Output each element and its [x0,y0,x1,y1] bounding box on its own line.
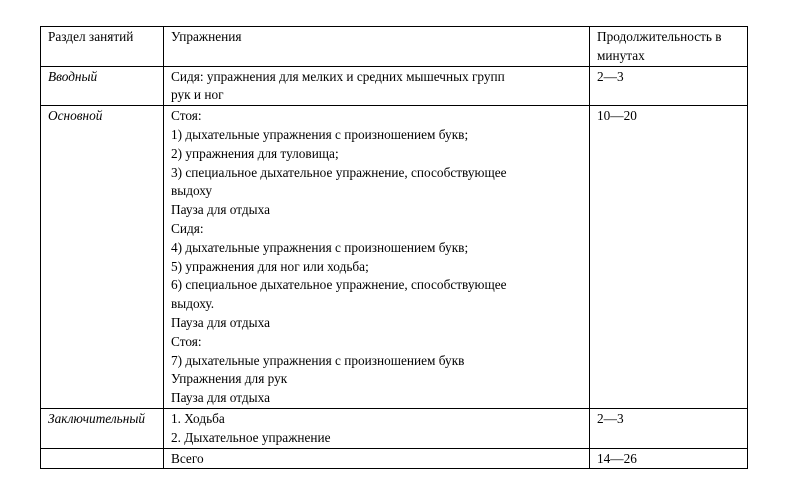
section-label-intro: Вводный [41,66,164,106]
exercise-line: 3) специальное дыхательное упражнение, способствующее [171,164,507,180]
exercise-line: 4) дыхательные упражнения с произношением букв; [171,239,469,255]
total-label: Всего [171,450,204,466]
section-label-main: Основной [41,106,164,409]
exercise-line: рук и ног [171,87,224,103]
exercise-line: 2. Дыхательное упражнение [171,429,331,445]
duration-cell-main: 10—20 [590,106,748,409]
section-label-total [41,448,164,469]
exercise-table [40,26,748,469]
exercise-line: 1) дыхательные упражнения с произношением букв; [171,126,469,142]
exercise-line: Упражнения для рук [171,371,288,387]
table-row-total [41,448,748,469]
exercise-line: выдоху. [171,296,215,312]
exercise-line: 2) упражнения для туловища; [171,145,339,161]
exercise-line: 6) специальное дыхательное упражнение, способствующее [171,277,507,293]
header-duration: Продолжительность в минутах [590,27,748,67]
exercises-cell-main [164,106,590,409]
header-exercises: Упражнения [164,27,590,67]
header-section: Раздел занятий [41,27,164,67]
exercise-line: выдоху [171,183,213,199]
exercise-line: 7) дыхательные упражнения с произношением букв [171,352,465,368]
exercise-line: Пауза для отдыха [171,202,270,218]
section-label-final: Заключительный [41,408,164,448]
exercises-cell-final [164,408,590,448]
duration-cell-intro: 2—3 [590,66,748,106]
duration-cell-total: 14—26 [590,448,748,469]
exercise-line: 1. Ходьба [171,410,225,426]
table-row-intro [41,66,748,106]
exercise-line: Стоя: [171,108,202,124]
exercises-cell-intro [164,66,590,106]
exercise-line: Сидя: [171,220,204,236]
exercise-line: Сидя: упражнения для мелких и средних мышечных групп [171,68,505,84]
duration-cell-final: 2—3 [590,408,748,448]
exercises-cell-total [164,448,590,469]
table-row-main [41,106,748,409]
exercise-line: Пауза для отдыха [171,390,270,406]
exercise-line: Стоя: [171,333,202,349]
table-row-final [41,408,748,448]
exercise-line: 5) упражнения для ног или ходьба; [171,258,369,274]
table-header-row [41,27,748,67]
exercise-line: Пауза для отдыха [171,314,270,330]
